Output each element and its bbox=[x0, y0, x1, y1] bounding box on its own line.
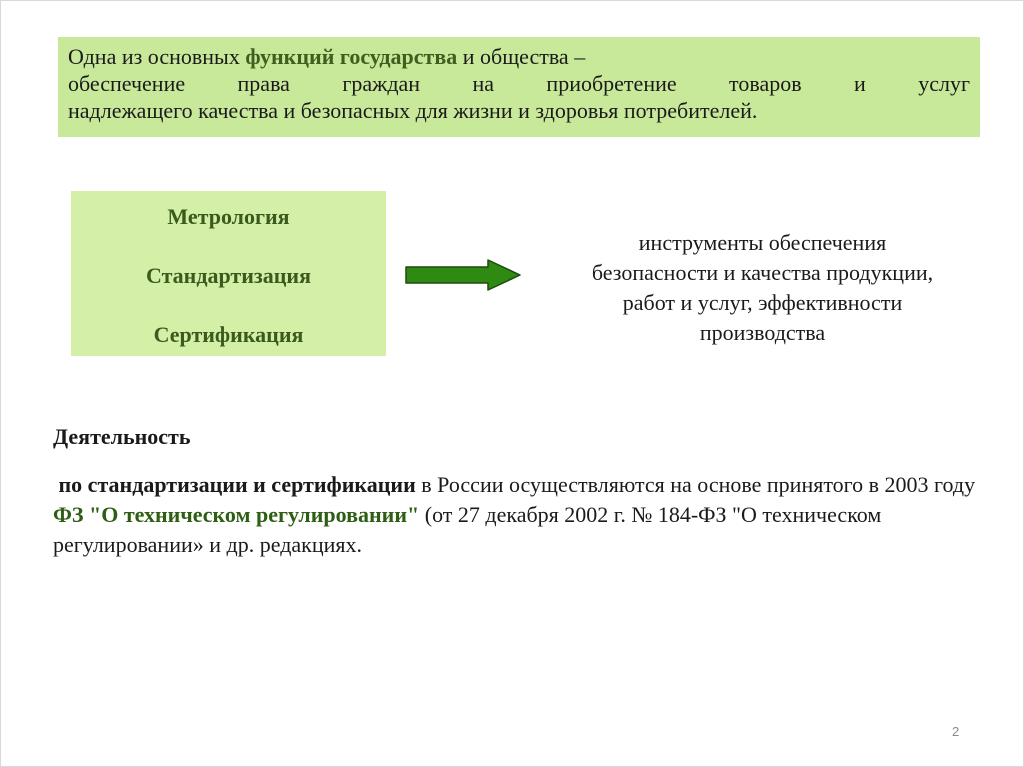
instruments-line-2: безопасности и качества продукции, bbox=[591, 260, 934, 285]
activity-text-1: в России осуществляются на основе принятого в 2003 году bbox=[415, 472, 976, 497]
mission-line-2: обеспечение права граждан на приобретение товаров и услуг bbox=[68, 71, 970, 96]
activity-heading: Деятельность bbox=[53, 424, 191, 449]
activity-paragraph bbox=[53, 470, 983, 560]
page-number: 2 bbox=[952, 724, 960, 739]
activity-text-2: (от 27 декабря 2002 г. № 184-ФЗ "О техническом регулировании» и др. редакциях. bbox=[53, 502, 882, 557]
mission-line-1-suffix: и общества – bbox=[457, 44, 586, 69]
activity-bold-lead: по стандартизации и сертификации bbox=[58, 472, 416, 497]
mission-statement-box bbox=[58, 37, 980, 137]
term-metrology: Метрология bbox=[167, 204, 290, 229]
instruments-description bbox=[530, 228, 995, 348]
mission-line-1 bbox=[68, 43, 970, 70]
disciplines-box bbox=[71, 191, 386, 356]
instruments-line-3: работ и услуг, эффективности bbox=[622, 290, 903, 315]
mission-highlight: функций государства bbox=[245, 44, 458, 69]
mission-line-1-prefix: Одна из основных bbox=[68, 44, 246, 69]
instruments-line-4: производства bbox=[699, 320, 826, 345]
law-highlight: ФЗ "О техническом регулировании" bbox=[53, 502, 420, 527]
term-standardization: Стандартизация bbox=[146, 263, 311, 288]
right-arrow-icon bbox=[404, 258, 522, 292]
term-certification: Сертификация bbox=[153, 322, 304, 347]
instruments-line-1: инструменты обеспечения bbox=[638, 230, 887, 255]
mission-line-3: надлежащего качества и безопасных для жизни и здоровья потребителей. bbox=[68, 98, 758, 123]
